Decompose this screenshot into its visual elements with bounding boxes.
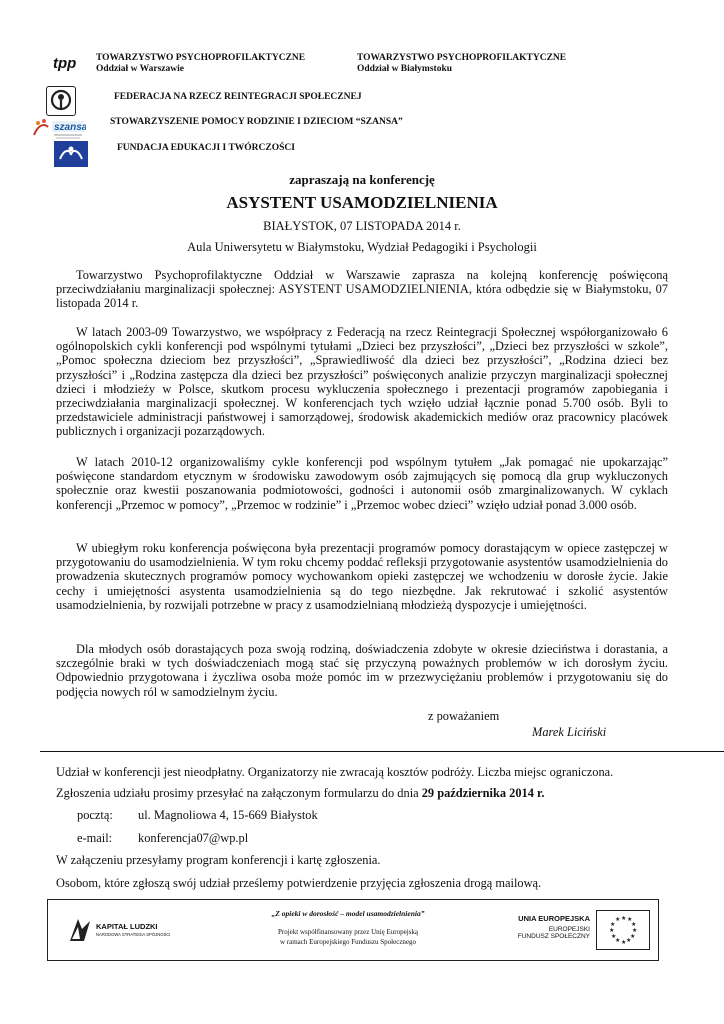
org-tpp-warsaw-name: TOWARZYSTWO PSYCHOPROFILAKTYCZNE (96, 53, 306, 63)
info-registration (56, 786, 545, 800)
svg-text:★: ★ (627, 916, 633, 923)
svg-text:★: ★ (621, 915, 627, 922)
info-attachment: W załączeniu przesyłamy program konferencji i kartę zgłoszenia. (56, 853, 381, 867)
szansa-logo (30, 117, 86, 141)
svg-text:★: ★ (615, 916, 621, 923)
registration-deadline: 29 października 2014 r. (421, 786, 545, 800)
org-tpp-bialystok-name: TOWARZYSTWO PSYCHOPROFILAKTYCZNE (357, 53, 567, 63)
eu-flag (596, 910, 650, 950)
project-title: „Z opieki w dorosłość – model usamodzielnienia” (271, 909, 425, 918)
svg-text:★: ★ (615, 937, 621, 944)
kapital-ludzki-emblem-icon (68, 915, 92, 945)
org-tpp-warsaw (96, 53, 305, 75)
tpp-logo-text: tpp (53, 55, 77, 72)
svg-text:★: ★ (632, 927, 638, 934)
org-federation: FEDERACJA NA RZECZ REINTEGRACJI SPOŁECZNEJ (114, 92, 362, 102)
eu-fund-line1: EUROPEJSKI (548, 926, 590, 933)
post-label: pocztą: (77, 808, 113, 822)
signature: Marek Liciński (532, 725, 607, 739)
federation-logo (46, 86, 76, 116)
invite-intro: zapraszają na konferencję (289, 172, 435, 187)
svg-text:★: ★ (621, 939, 627, 946)
conference-title: ASYSTENT USAMODZIELNIENIA (226, 193, 498, 212)
tpp-logo (52, 54, 90, 72)
eu-stars-icon (597, 911, 649, 949)
paragraph-young-people: Dla młodych osób dorastających poza swoją rodziną, doświadczenia zdobyte w okresie dzieciństwa i dorastania, a szczególnie braki w tych doświadczeniach mogą stać się przyczyną poważnych problemów w ich dorosłym życiu. Odpowiednio przygotowana i życzliwa osoba może pomóc im w przezwyciężaniu problemów i przygotowaniu się do podjęcia nowych ról w samodzielnym życiu. (56, 642, 668, 699)
eu-title: UNIA EUROPEJSKA (518, 914, 590, 923)
kapital-ludzki-title: KAPITAŁ LUDZKI (96, 922, 158, 931)
footer-funding-box (47, 899, 659, 961)
project-fund: w ramach Europejskiego Funduszu Społecznego (279, 938, 417, 946)
paragraph-history: W latach 2003-09 Towarzystwo, we współpracy z Federacją na rzecz Reintegracji Społecznej współorganizowało 6 ogólnopolskich cykli konferencji pod wspólnymi tytułami „Dzieci bez przyszłości”, „Dzieci bez przyszłości w szkole”, „Pomoc społeczna dzieciom bez przyszłości”, „Sprawiedliwość dla dzieci bez przyszłości”, „Rodzina dzieci bez przyszłości” i „Rodzina zastępcza dla dzieci bez przyszłości” poświęconych analizie przyczyn marginalizacji społecznej dzieci i młodzieży w Polsce, skutkom procesu wykluczenia społecznego i prezentacji programów zapobiegania i przeciwdziałania marginalizacji społecznej. W konferencjach tych wzięło udział łącznie ponad 5.700 osób. Byli to przedstawiciele administracji państwowej i samorządowej, środowisk akademickich mediów oraz pracownicy placówek publicznych i organizacji pozarządowych. (56, 325, 668, 439)
paragraph-intro: Towarzystwo Psychoprofilaktyczne Oddział w Warszawie zaprasza na kolejną konferencję poświęconą przeciwdziałaniu marginalizacji społecznej: ASYSTENT USAMODZIELNIENIA, która odbędzie się w Białymstoku, 07 listopada 2014 r. (56, 268, 668, 311)
eu-fund-line2: FUNDUSZ SPOŁECZNY (517, 933, 590, 940)
svg-text:★: ★ (631, 921, 637, 928)
section-divider (40, 751, 724, 752)
conference-venue: Aula Uniwersytetu w Białymstoku, Wydział Pedagogiki i Psychologii (187, 240, 537, 254)
eu-text (498, 914, 590, 940)
org-foundation: FUNDACJA EDUKACJI I TWÓRCZOŚCI (117, 143, 295, 153)
svg-text:★: ★ (609, 927, 615, 934)
org-tpp-warsaw-branch: Oddział w Warszawie (96, 64, 184, 74)
info-registration-text: Zgłoszenia udziału prosimy przesyłać na załączonym formularzu do dnia (56, 786, 422, 800)
closing-regards: z poważaniem (428, 709, 500, 723)
org-tpp-bialystok (357, 53, 566, 75)
info-free-participation: Udział w konferencji jest nieodpłatny. Organizatorzy nie zwracają kosztów podróży. Liczba miejsc ograniczona. (56, 765, 614, 779)
kapital-ludzki-subtitle: NARODOWA STRATEGIA SPÓJNOŚCI (96, 932, 171, 937)
project-cofinancing: Projekt współfinansowany przez Unię Europejską (278, 928, 418, 936)
paragraph-2010-12: W latach 2010-12 organizowaliśmy cykle konferencji pod wspólnym tytułem „Jak pomagać nie upokarzając” poświęcone standardom etycznym w środowisku zawodowym osób zajmujących się pomocą dla grup wykluczonych społecznie oraz kwestii poszanowania podmiotowości, godności i autonomii osób zmarginalizowanych. W cyklach konferencji „Przemoc w pomocy”, „Przemoc w rodzinie” i „Przemoc wobec dzieci” wzięło udział ponad 3.000 osób. (56, 455, 668, 512)
post-address: ul. Magnoliowa 4, 15-669 Białystok (138, 808, 318, 822)
info-confirmation: Osobom, które zgłoszą swój udział prześlemy potwierdzenie przyjęcia zgłoszenia drogą mailową. (56, 876, 542, 890)
org-tpp-bialystok-branch: Oddział w Białymstoku (357, 64, 453, 74)
foundation-logo (54, 141, 88, 167)
svg-text:★: ★ (610, 921, 616, 928)
svg-text:★: ★ (626, 937, 632, 944)
email-address[interactable]: konferencja07@wp.pl (138, 831, 249, 845)
szansa-logo-text: szansa (54, 122, 86, 133)
svg-text:★: ★ (611, 933, 617, 940)
org-szansa: STOWARZYSZENIE POMOCY RODZINIE I DZIECIOM “SZANSA” (110, 117, 403, 127)
conference-date: BIAŁYSTOK, 07 LISTOPADA 2014 r. (263, 219, 461, 233)
email-label: e-mail: (77, 831, 113, 845)
svg-text:★: ★ (630, 933, 636, 940)
paragraph-this-year: W ubiegłym roku konferencja poświęcona była prezentacji programów pomocy dorastającym w opiece zastępczej w przygotowaniu do usamodzielnienia. W tym roku chcemy poddać refleksji przygotowanie asystentów usamodzielnienia do prowadzenia skutecznych programów pomocy wychowankom opieki zastępczej we wchodzeniu w dorosłe życie. Jakie cechy i umiejętności asystenta usamodzielnienia są do tego niezbędne. Jak rekrutować i szkolić asystentów usamodzielnienia, by rozwijali potrzebne w pracy z usamodzielnianą młodzieżą dyspozycje i umiejętności. (56, 541, 668, 612)
kapital-ludzki-logo (68, 915, 178, 947)
